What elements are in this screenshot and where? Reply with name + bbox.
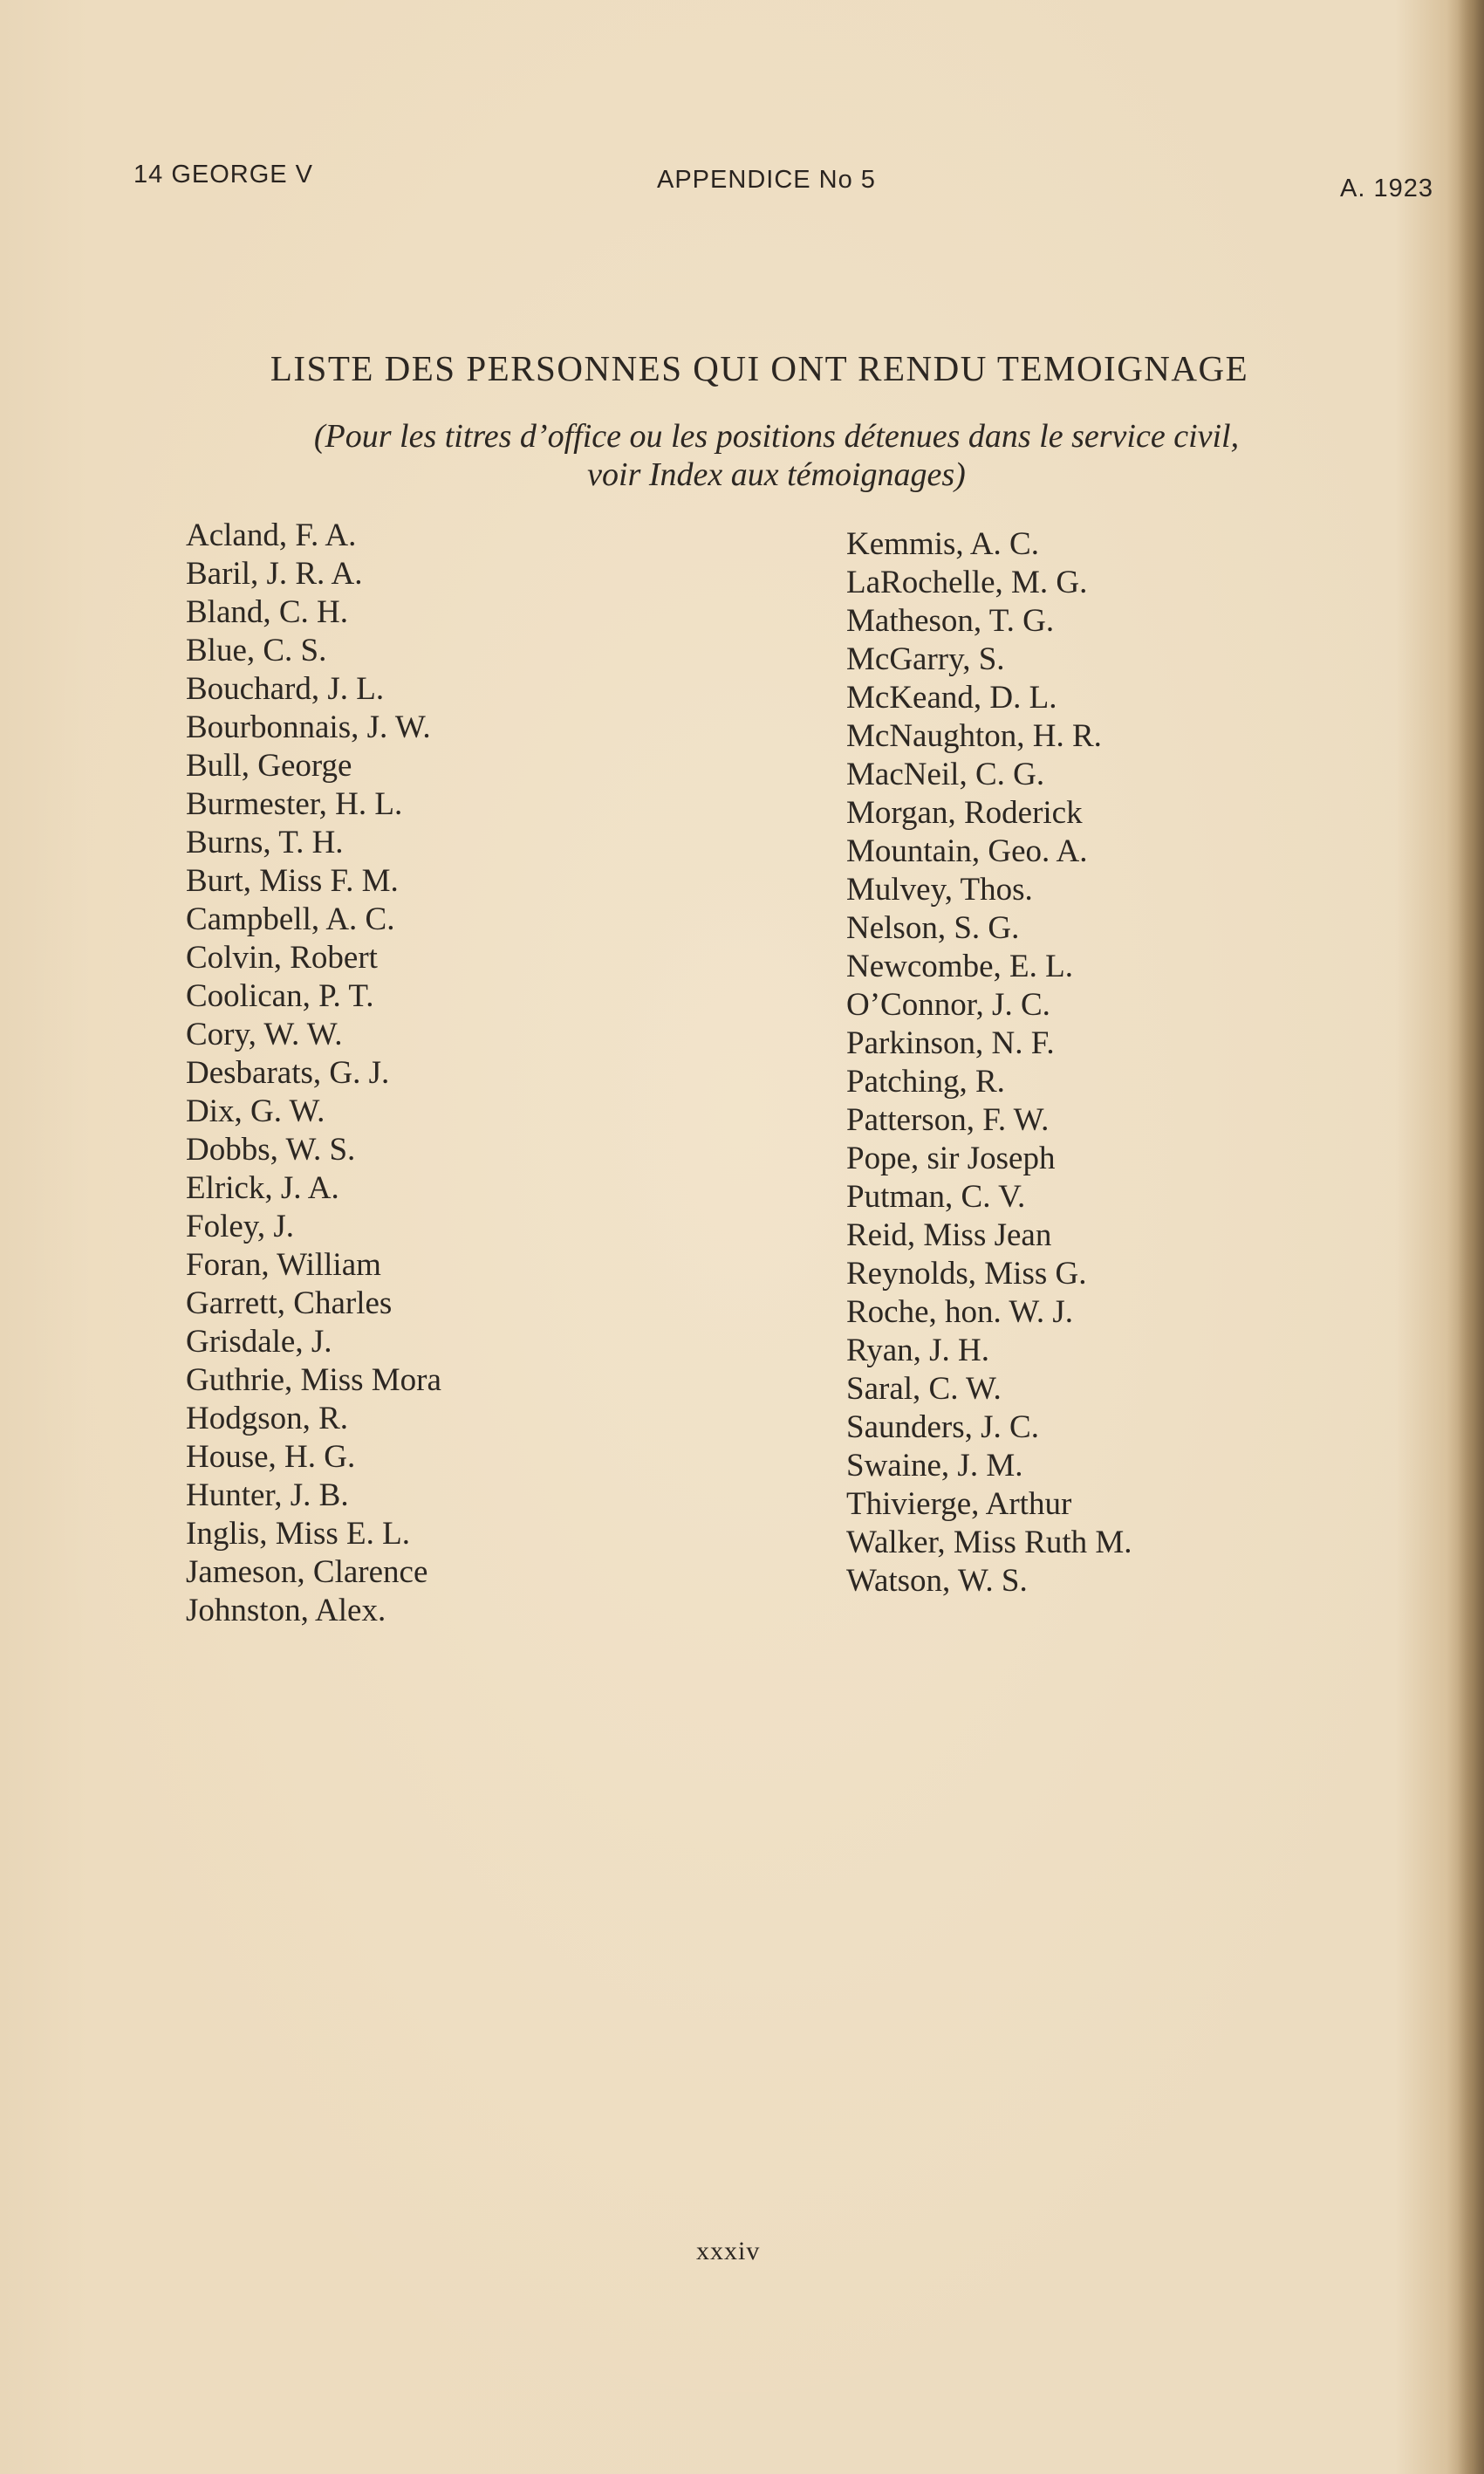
witness-name: O’Connor, J. C. [846, 987, 1050, 1023]
witness-name: Dobbs, W. S. [186, 1132, 356, 1168]
witness-name: Putman, C. V. [846, 1179, 1026, 1215]
witness-name: Hodgson, R. [186, 1401, 349, 1436]
witness-name: Patching, R. [846, 1064, 1005, 1100]
witness-name: Grisdale, J. [186, 1324, 332, 1360]
witness-name: Morgan, Roderick [846, 795, 1083, 831]
subtitle-line-2: voir Index aux témoignages) [587, 456, 966, 493]
witness-name: Burmester, H. L. [186, 786, 403, 822]
witness-name: Dix, G. W. [186, 1093, 325, 1129]
witness-name: Baril, J. R. A. [186, 556, 363, 592]
witness-name: Mulvey, Thos. [846, 872, 1033, 908]
page-title: LISTE DES PERSONNES QUI ONT RENDU TEMOIGNAGE [270, 348, 1249, 388]
witness-list-right [846, 525, 1132, 1600]
subtitle-line-1: (Pour les titres d’office ou les positions détenues dans le service civil, [313, 418, 1240, 455]
witness-name: Bourbonnais, J. W. [186, 709, 431, 745]
running-header [0, 157, 1484, 209]
witness-name: Foran, William [186, 1247, 381, 1283]
witness-name: Watson, W. S. [846, 1563, 1028, 1599]
witness-name: Patterson, F. W. [846, 1102, 1050, 1138]
witness-name: Walker, Miss Ruth M. [846, 1525, 1132, 1560]
header-year: A. 1923 [1340, 175, 1433, 202]
witness-name: Desbarats, G. J. [186, 1055, 390, 1091]
page-number: xxxiv [696, 2237, 761, 2265]
witness-name: Ryan, J. H. [846, 1333, 989, 1368]
witness-name: LaRochelle, M. G. [846, 565, 1088, 600]
witness-name: Guthrie, Miss Mora [186, 1362, 441, 1398]
witness-name: Roche, hon. W. J. [846, 1294, 1074, 1330]
witness-name: Pope, sir Joseph [846, 1141, 1056, 1176]
witness-name: Campbell, A. C. [186, 901, 395, 937]
witness-name: Saral, C. W. [846, 1371, 1002, 1407]
witness-name: Inglis, Miss E. L. [186, 1516, 410, 1552]
witness-name: Coolican, P. T. [186, 978, 374, 1014]
witness-name: Acland, F. A. [186, 517, 357, 553]
witness-name: Burns, T. H. [186, 825, 344, 860]
witness-list-left [186, 517, 441, 1630]
witness-name: Cory, W. W. [186, 1017, 343, 1052]
page-subtitle [183, 417, 1370, 494]
witness-name: Garrett, Charles [186, 1285, 393, 1321]
witness-name: Nelson, S. G. [846, 910, 1020, 946]
witness-name: McNaughton, H. R. [846, 718, 1102, 754]
witness-name: Hunter, J. B. [186, 1477, 349, 1513]
witness-name: Burt, Miss F. M. [186, 863, 399, 899]
witness-name: Bland, C. H. [186, 594, 349, 630]
witness-name: MacNeil, C. G. [846, 757, 1045, 792]
witness-name: McGarry, S. [846, 641, 1005, 677]
witness-name: Mountain, Geo. A. [846, 833, 1088, 869]
header-appendix: APPENDICE No 5 [657, 166, 876, 194]
show-through-text [218, 218, 226, 257]
witness-name: Saunders, J. C. [846, 1409, 1039, 1445]
witness-name: Matheson, T. G. [846, 603, 1055, 639]
witness-name: Elrick, J. A. [186, 1170, 339, 1206]
witness-name: Bouchard, J. L. [186, 671, 385, 707]
witness-name: Blue, C. S. [186, 633, 327, 668]
witness-name: Colvin, Robert [186, 940, 378, 976]
witness-name: Parkinson, N. F. [846, 1025, 1055, 1061]
witness-name: Reynolds, Miss G. [846, 1256, 1087, 1292]
witness-name: Thivierge, Arthur [846, 1486, 1072, 1522]
witness-name: House, H. G. [186, 1439, 356, 1475]
witness-name: Jameson, Clarence [186, 1554, 428, 1590]
witness-name: Foley, J. [186, 1209, 295, 1244]
witness-name: Bull, George [186, 748, 352, 784]
witness-name: Newcombe, E. L. [846, 949, 1073, 984]
witness-name: Swaine, J. M. [846, 1448, 1023, 1484]
witness-name: Reid, Miss Jean [846, 1217, 1052, 1253]
header-session: 14 GEORGE V [133, 161, 314, 188]
witness-name: McKeand, D. L. [846, 680, 1057, 716]
witness-name: Johnston, Alex. [186, 1593, 386, 1628]
witness-name: Kemmis, A. C. [846, 526, 1039, 562]
